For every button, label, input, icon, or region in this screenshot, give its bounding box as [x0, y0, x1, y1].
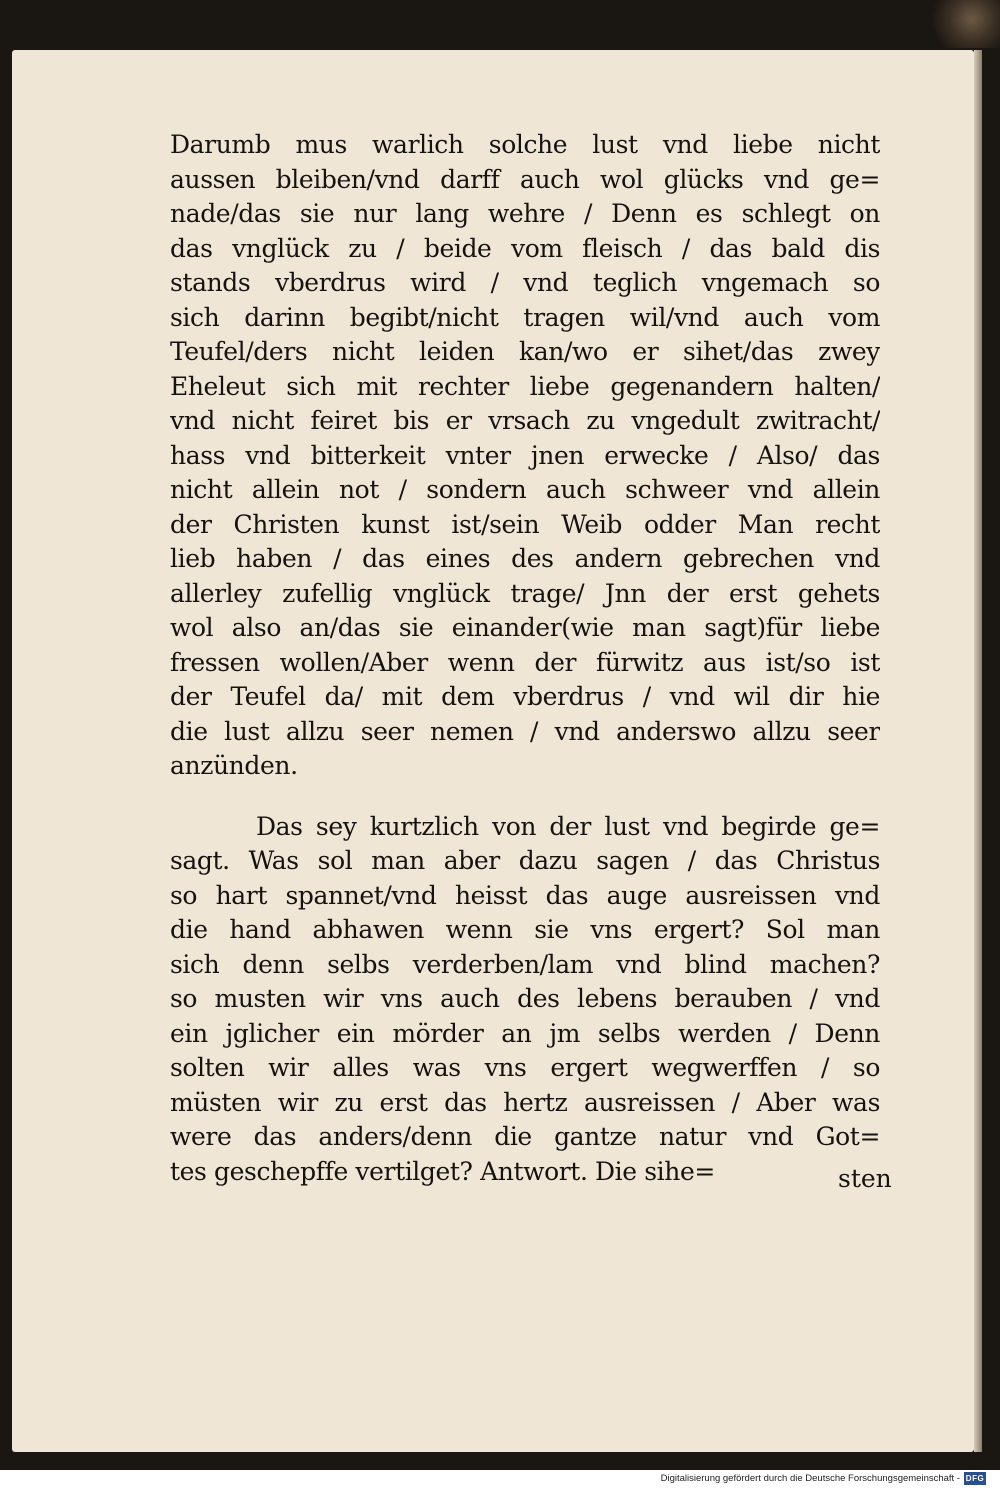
text-line: Das sey kurtzlich von der lust vnd begirde ge= — [256, 811, 880, 841]
text-line: sagt. Was sol man aber dazu sagen / das Christus — [170, 846, 880, 875]
text-line: nade/das sie nur lang wehre / Denn es schlegt on — [170, 199, 880, 228]
text-line: der Teufel da/ mit dem vberdrus / vnd wil dir hie — [170, 682, 880, 711]
text-line: fressen wollen/Aber wenn der fürwitz aus ist/so ist — [170, 647, 880, 677]
text-line: Eheleut sich mit rechter liebe gegenandern halten/ — [170, 371, 880, 401]
text-line: die hand abhawen wenn sie vns ergert? Sol man — [170, 915, 880, 944]
text-line: die lust allzu seer nemen / vnd anderswo allzu seer — [170, 716, 880, 746]
text-line: vnd nicht feiret bis er vrsach zu vngedult zwitracht/ — [170, 406, 880, 435]
text-line: anzünden. — [170, 751, 298, 780]
text-line: ein jglicher ein mörder an jm selbs werden / Denn — [170, 1018, 880, 1048]
text-line: wol also an/das sie einander(wie man sagt)für liebe — [170, 613, 880, 642]
page-edge — [974, 50, 982, 1452]
text-line: lieb haben / das eines des andern gebrechen vnd — [170, 544, 880, 573]
text-line: nicht allein not / sondern auch schweer vnd allein — [170, 475, 880, 504]
dfg-logo-icon: DFG — [965, 1474, 985, 1483]
paragraph-gap — [170, 784, 880, 810]
text-line: stands vberdrus wird / vnd teglich vngemach so — [170, 268, 880, 297]
text-line: Darumb mus warlich solche lust vnd liebe nicht — [170, 130, 880, 159]
text-line: sich darinn begibt/nicht tragen wil/vnd auch vom — [170, 302, 880, 332]
text-line: allerley zufellig vnglück trage/ Jnn der erst gehets — [170, 578, 880, 608]
text-line: aussen bleiben/vnd darff auch wol glücks vnd ge= — [170, 164, 880, 194]
page-text — [170, 128, 880, 1189]
funding-credit: Digitalisierung gefördert durch die Deutsche Forschungsgemeinschaft - — [660, 1473, 960, 1484]
text-line: were das anders/denn die gantze natur vnd Got= — [170, 1122, 880, 1151]
paragraph-2 — [170, 810, 880, 1190]
text-line: der Christen kunst ist/sein Weib odder Man recht — [170, 509, 880, 539]
text-line: sich denn selbs verderben/lam vnd blind machen? — [170, 949, 880, 979]
text-line: so hart spannet/vnd heisst das auge ausreissen vnd — [170, 880, 880, 910]
text-line: hass vnd bitterkeit vnter jnen erwecke / Also/ das — [170, 440, 880, 470]
text-line: solten wir alles was vns ergert wegwerffen / so — [170, 1053, 880, 1082]
page-corner-wear — [930, 0, 1000, 48]
text-line: das vnglück zu / beide vom fleisch / das bald dis — [170, 233, 880, 263]
text-line: so musten wir vns auch des lebens berauben / vnd — [170, 984, 880, 1013]
catchword: sten — [838, 1164, 892, 1193]
paragraph-1 — [170, 128, 880, 784]
text-line: Teufel/ders nicht leiden kan/wo er sihet/das zwey — [170, 337, 880, 366]
text-line: müsten wir zu erst das hertz ausreissen / Aber was — [170, 1087, 880, 1117]
text-line: tes geschepffe vertilget? Antwort. Die sihe= — [170, 1156, 715, 1186]
